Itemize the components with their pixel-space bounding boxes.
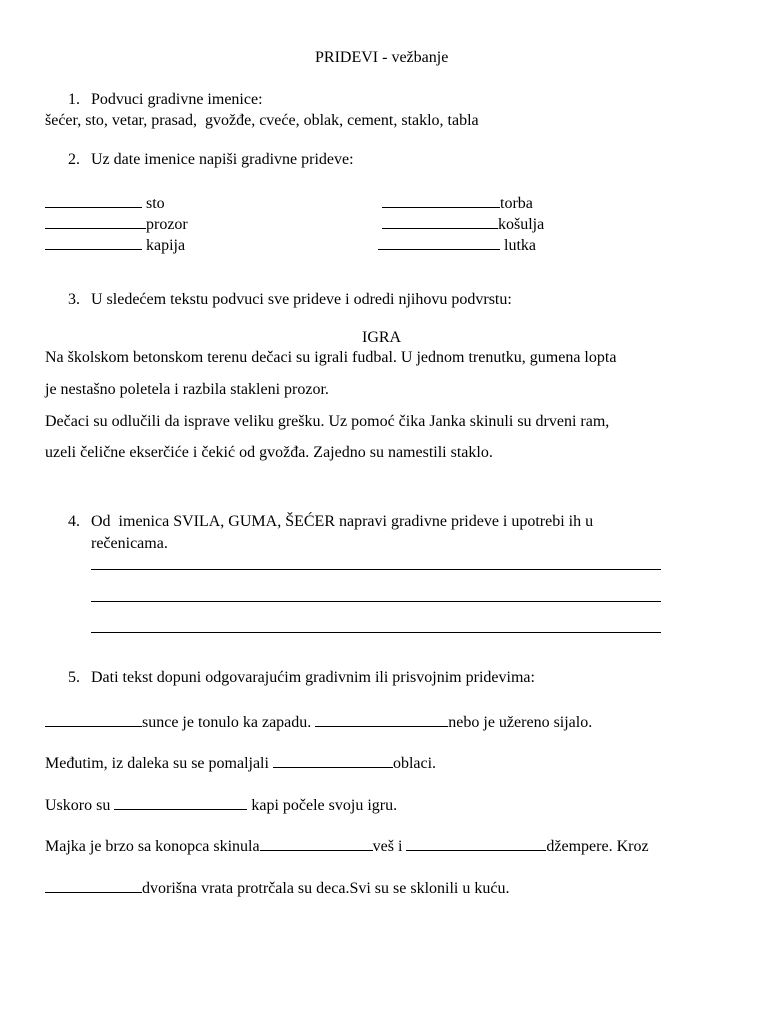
answer-blank[interactable] (260, 835, 373, 851)
task4-instruction-line2: rečenicama. (91, 535, 168, 552)
task2-instruction: Uz date imenice napiši gradivne prideve: (91, 151, 354, 168)
answer-blank[interactable] (273, 752, 393, 768)
task2-number: 2. (68, 151, 80, 168)
fill-sentence-2 (45, 752, 436, 774)
task2-right-row-1 (382, 192, 533, 214)
noun-word: lutka (500, 237, 536, 254)
fill-sentence-4 (45, 835, 649, 857)
sentence-text: Majka je brzo sa konopca skinula (45, 838, 260, 855)
answer-line[interactable] (91, 632, 661, 633)
answer-blank[interactable] (382, 192, 500, 208)
answer-blank[interactable] (45, 213, 146, 229)
answer-line[interactable] (91, 569, 661, 570)
fill-sentence-3 (45, 794, 397, 816)
answer-blank[interactable] (45, 234, 142, 250)
answer-blank[interactable] (382, 213, 498, 229)
sentence-text: sunce je tonulo ka zapadu. (142, 714, 316, 731)
noun-word: kapija (142, 237, 186, 254)
task4-instruction-line1: Od imenica SVILA, GUMA, ŠEĆER napravi gradivne prideve i upotrebi ih u (91, 513, 594, 530)
story-title: IGRA (362, 329, 402, 346)
noun-word: košulja (498, 216, 545, 233)
answer-blank[interactable] (45, 877, 142, 893)
task5-number: 5. (68, 669, 80, 686)
task2-left-row-1 (45, 192, 165, 214)
task2-left-row-3 (45, 234, 185, 256)
answer-line[interactable] (91, 601, 661, 602)
noun-word: torba (500, 195, 533, 212)
task3-instruction: U sledećem tekstu podvuci sve prideve i odredi njihovu podvrstu: (91, 291, 512, 308)
task3-number: 3. (68, 291, 80, 308)
answer-blank[interactable] (378, 234, 500, 250)
sentence-text: džempere. Kroz (546, 838, 649, 855)
sentence-text: Uskoro su (45, 797, 115, 814)
task2-left-row-2 (45, 213, 188, 235)
sentence-text: oblaci. (392, 755, 437, 772)
answer-blank[interactable] (406, 835, 546, 851)
noun-word: sto (142, 195, 165, 212)
answer-blank[interactable] (114, 794, 247, 810)
task1-instruction: Podvuci gradivne imenice: (91, 91, 263, 108)
sentence-text: kapi počele svoju igru. (247, 797, 398, 814)
sentence-text: Međutim, iz daleka su se pomaljali (45, 755, 273, 772)
answer-blank[interactable] (315, 711, 448, 727)
task4-number: 4. (68, 513, 80, 530)
task1-number: 1. (68, 91, 80, 108)
fill-sentence-1 (45, 711, 592, 733)
story-line: Dečaci su odlučili da isprave veliku grešku. Uz pomoć čika Janka skinuli su drveni ram, (45, 413, 610, 430)
answer-blank[interactable] (45, 711, 142, 727)
story-line: Na školskom betonskom terenu dečaci su igrali fudbal. U jednom trenutku, gumena lopta (45, 349, 617, 366)
sentence-text: veš i (372, 838, 407, 855)
story-line: je nestašno poletela i razbila stakleni prozor. (45, 381, 329, 398)
task2-right-row-3 (378, 234, 536, 256)
noun-word: prozor (146, 216, 188, 233)
page-title: PRIDEVI - vežbanje (315, 49, 449, 66)
sentence-text: dvorišna vrata protrčala su deca.Svi su se sklonili u kuću. (142, 880, 510, 897)
task1-noun-list: šećer, sto, vetar, prasad, gvožđe, cveće, oblak, cement, staklo, tabla (45, 112, 479, 129)
fill-sentence-5 (45, 877, 509, 899)
story-line: uzeli čelične ekserčiće i čekić od gvožđa. Zajedno su namestili staklo. (45, 444, 493, 461)
task2-right-row-2 (382, 213, 544, 235)
answer-blank[interactable] (45, 192, 142, 208)
sentence-text: nebo je užereno sijalo. (448, 714, 593, 731)
task5-instruction: Dati tekst dopuni odgovarajućim gradivnim ili prisvojnim pridevima: (91, 669, 535, 686)
